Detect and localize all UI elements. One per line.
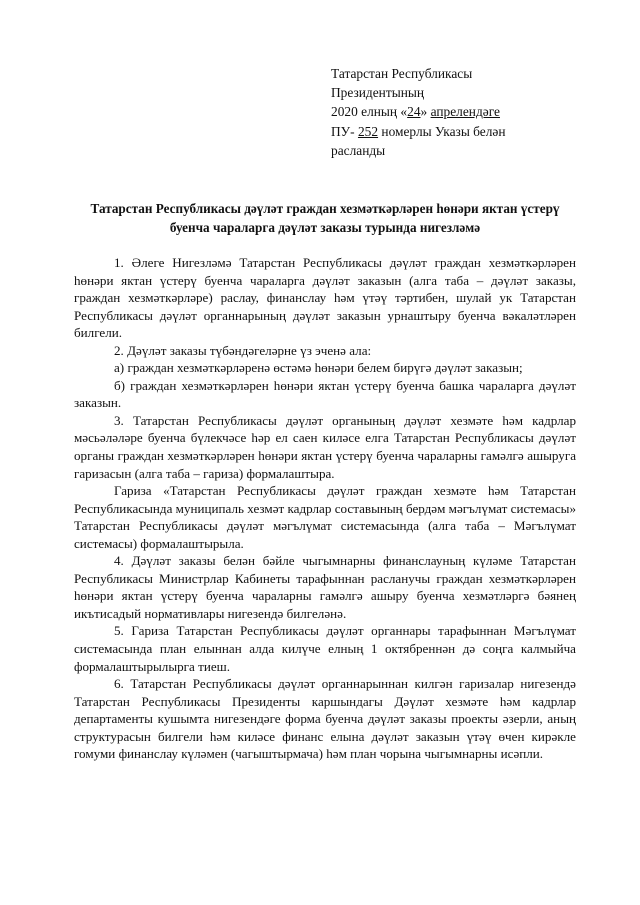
approval-line-decree	[331, 122, 621, 141]
approval-month: апрелендәге	[430, 104, 500, 120]
document-body	[74, 254, 576, 763]
approval-line-republic: Татарстан Республикасы	[331, 66, 473, 81]
decree-suffix: номерлы Указы белән	[378, 123, 506, 139]
approval-date-prefix: 2020 елның «	[331, 104, 408, 120]
paragraph-2: 2. Дәүләт заказы түбәндәгеләрне үз эченә ала:	[114, 342, 372, 358]
approval-day: 24	[407, 104, 421, 120]
paragraph-2a: а) граждан хезмәткәрләренә өстәмә һөнәри белем бирүгә дәүләт заказын;	[114, 360, 523, 376]
approval-line-approved: расланды	[331, 142, 386, 158]
paragraph-4: 4. Дәүләт заказы белән бәйле чыгымнарны финанслауның күләме Татарстан Республикасы Министрлар Кабинеты тарафыннан расланучы граждан хезмәткәрләрен һөнәри яктан үстерү буенча чараларны гамәлгә ашыру буенча хезмәтләргә бәянең икътисадый нормативлары нигезендә билгеләнә.	[74, 553, 576, 621]
paragraph-2b: б) граждан хезмәткәрләрен һөнәри яктан үстерү буенча башка чараларга дәүләт заказын.	[74, 377, 576, 411]
paragraph-6: 6. Татарстан Республикасы дәүләт органнарыннан килгән гаризалар нигезендә Татарстан Республикасы Президенты каршындагы Дәүләт хезмәте һәм кадрлар департаменты кушымта нигезендәге форма буенча дәүләт заказы проекты әзерли, аның структурасын билгели һәм киләсе финанс елына дәүләт заказын үтәү өчен кирәкле гомуми финанслау күләмен (чагыштырмача) һәм план чорына чыгымнарны исәпли.	[74, 676, 576, 762]
paragraph-3-application: Гариза «Татарстан Республикасы дәүләт граждан хезмәте һәм Татарстан Республикасында муниципаль хезмәт кадрлар составының бердәм мәгълүмат системасы» Татарстан Республикасы дәүләт мәгълүмат системасында (алга таба – Мәгълүмат системасы) формалаштырыла.	[74, 483, 576, 551]
paragraph-5: 5. Гариза Татарстан Республикасы дәүләт органнары тарафыннан Мәгълүмат системасында план елыннан алда килүче елның 1 октябреннән дә соңга калмыйча формалаштырылырга тиеш.	[74, 623, 576, 674]
decree-prefix: ПУ-	[331, 123, 358, 139]
approval-date-mid: »	[420, 104, 431, 120]
paragraph-3: 3. Татарстан Республикасы дәүләт органының дәүләт хезмәте һәм кадрлар мәсьәләләре буенча бүлекчәсе һәр ел саен киләсе елга Татарстан Республикасы дәүләт органы граждан хезмәткәрләрен һөнәри яктан үстерү буенча чараларны гамәлгә ашыруга гаризасын (алга таба – гариза) формалаштыра.	[74, 412, 576, 481]
document-title: Татарстан Республикасы дәүләт граждан хезмәткәрләрен һөнәри яктан үстерү буенча чараларга дәүләт заказы турында нигезләмә	[90, 201, 560, 235]
paragraph-1: 1. Әлеге Нигезләмә Татарстан Республикасы дәүләт граждан хезмәткәрләрен һөнәри яктан үстерү буенча чараларга дәүләт заказын (алга таба – дәүләт заказы, граждан хезмәткәрләре) раслау, финанслау һәм үтәү тәртибен, шулай ук Татарстан Республикасы дәүләт органнарының дәүләт заказын урнаштыру буенча вәкаләтләрен билгели.	[74, 255, 576, 341]
approval-line-president: Президентының	[331, 85, 425, 101]
decree-number: 252	[357, 123, 379, 139]
approval-stamp	[331, 64, 621, 160]
approval-line-date	[331, 102, 621, 121]
